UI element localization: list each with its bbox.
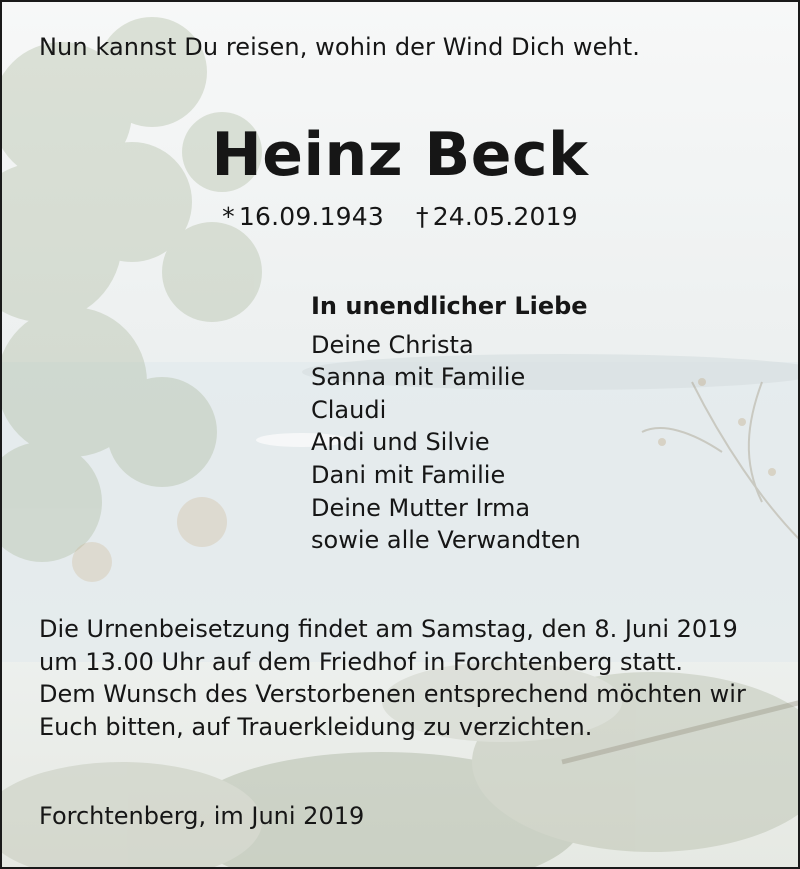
mourner-name: Deine Christa <box>311 330 474 359</box>
birth-star-icon: * <box>222 202 235 231</box>
mourner-name: Sanna mit Familie <box>311 363 526 392</box>
deceased-name: Heinz Beck <box>211 120 589 190</box>
mourner-name: sowie alle Verwandten <box>311 526 581 555</box>
mourner-name: Deine Mutter Irma <box>311 493 531 522</box>
notice-line: Euch bitten, auf Trauerkleidung zu verzichten. <box>39 712 593 741</box>
notice-line: um 13.00 Uhr auf dem Friedhof in Forchtenberg statt. <box>39 647 684 676</box>
funeral-notice <box>39 613 746 743</box>
death-date: 24.05.2019 <box>432 202 578 231</box>
birth-date: 16.09.1943 <box>238 202 384 231</box>
life-dates <box>2 202 798 231</box>
notice-line: Dem Wunsch des Verstorbenen entsprechend möchten wir <box>39 680 746 708</box>
mourner-name: Claudi <box>311 395 387 424</box>
motto-line: Nun kannst Du reisen, wohin der Wind Dich weht. <box>39 33 640 61</box>
mourner-name: Andi und Silvie <box>311 428 490 457</box>
death-cross-icon: † <box>416 202 429 231</box>
notice-line: Die Urnenbeisetzung findet am Samstag, den 8. Juni 2019 <box>39 615 738 643</box>
mourner-name: Dani mit Familie <box>311 460 506 489</box>
mourners-intro: In unendlicher Liebe <box>311 292 588 320</box>
place-and-date: Forchtenberg, im Juni 2019 <box>39 802 365 830</box>
mourners-block <box>311 290 588 557</box>
